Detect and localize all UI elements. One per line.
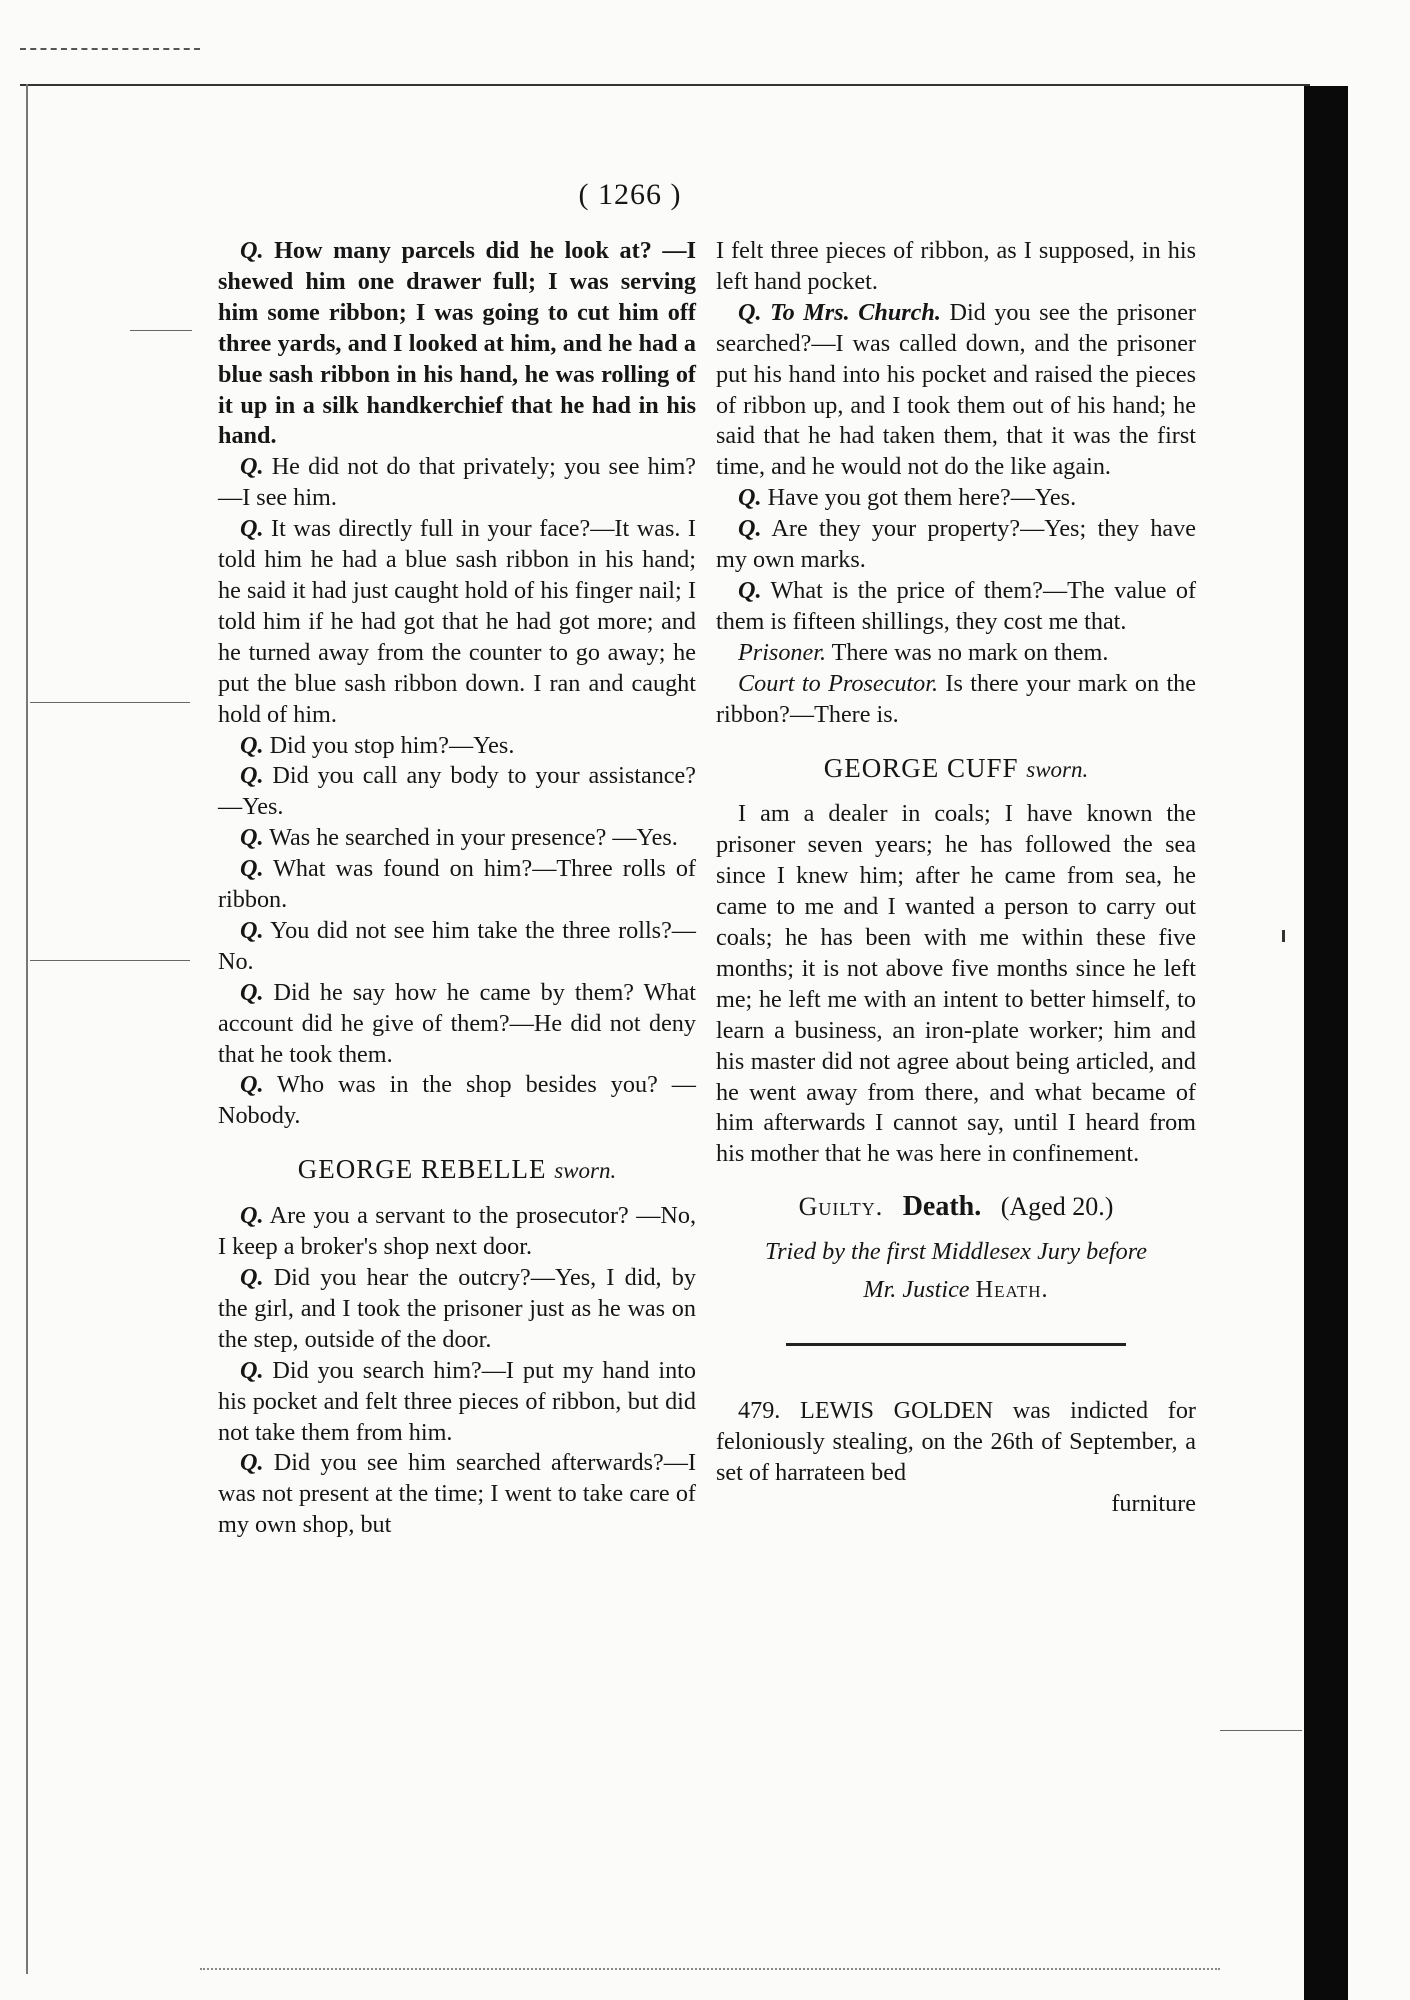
qa-paragraph: Q. How many parcels did he look at? —I shewed him one drawer full; I was serving him some ribbon; I was going to cut him off three yards, and I looked at him, and he had a blue sash ribbon in his hand, he was rolling of it up in a silk handkerchief that he had in his hand. xyxy=(218,237,696,450)
section-separator xyxy=(786,1343,1126,1346)
qa-paragraph: Q. Did you hear the outcry?—Yes, I did, by the girl, and I took the prisoner just as he was on the step, outside of the door. xyxy=(218,1264,696,1353)
left-column xyxy=(218,236,696,1541)
verdict-line: Guilty. Death. (Aged 20.) xyxy=(798,1191,1114,1223)
qa-paragraph: Q. He did not do that privately; you see him?—I see him. xyxy=(218,453,696,512)
statement-paragraph: Court to Prosecutor. Is there your mark on the ribbon?—There is. xyxy=(716,669,1196,728)
witness-heading: GEORGE REBELLE sworn. xyxy=(297,1154,617,1185)
qa-paragraph: Q. Was he searched in your presence? —Yes. xyxy=(240,824,678,852)
qa-paragraph: Q. Are they your property?—Yes; they have my own marks. xyxy=(716,515,1196,574)
scan-binding-edge xyxy=(1304,86,1348,2000)
qa-paragraph: Q. Did you see him searched afterwards?—I was not present at the time; I went to take care of my own shop, but xyxy=(218,1449,696,1539)
catchword: furniture xyxy=(1111,1489,1196,1517)
running-head xyxy=(0,178,1410,212)
qa-paragraph: Q. Did you call any body to your assistance?—Yes. xyxy=(218,762,696,821)
continuation-paragraph: I felt three pieces of ribbon, as I supposed, in his left hand pocket. xyxy=(716,237,1196,295)
scan-artifact-dash xyxy=(20,48,200,50)
right-column xyxy=(716,236,1196,1520)
scan-left-rule xyxy=(26,84,28,1974)
statement-paragraph: Prisoner. There was no mark on them. xyxy=(738,638,1109,666)
qa-paragraph: Q. To Mrs. Church. Did you see the prisoner searched?—I was called down, and the prisoner put his hand into his pocket and raised the pieces of ribbon up, and I took them out of his hand; he said that he had taken them, that it was the first time, and he would not do the like again. xyxy=(716,298,1196,481)
case-paragraph: 479. LEWIS GOLDEN was indicted for feloniously stealing, on the 26th of September, a set of harrateen bed xyxy=(716,1397,1196,1486)
margin-mark xyxy=(30,960,190,961)
scan-top-rule xyxy=(20,84,1310,86)
qa-paragraph: Q. Did he say how he came by them? What account did he give of them?—He did not deny that he took them. xyxy=(218,978,696,1068)
qa-paragraph: Q. Have you got them here?—Yes. xyxy=(738,484,1077,512)
qa-paragraph: Q. Did you search him?—I put my hand into his pocket and felt three pieces of ribbon, but did not take them from him. xyxy=(218,1356,696,1446)
margin-mark xyxy=(130,330,192,331)
qa-paragraph: Q. What was found on him?—Three rolls of ribbon. xyxy=(218,855,696,914)
margin-tick xyxy=(1282,930,1285,942)
qa-paragraph: Q. Who was in the shop besides you? —Nobody. xyxy=(218,1071,696,1130)
witness-heading: GEORGE CUFF sworn. xyxy=(823,752,1089,783)
qa-paragraph: Q. You did not see him take the three rolls?—No. xyxy=(218,916,696,975)
page-number: ( 1266 ) xyxy=(578,178,682,211)
margin-mark xyxy=(1220,1730,1302,1731)
qa-paragraph: Q. What is the price of them?—The value of them is fifteen shillings, they cost me that. xyxy=(716,576,1196,635)
tried-before: Tried by the first Middlesex Jury before Mr. Justice Heath. xyxy=(765,1238,1147,1304)
qa-paragraph: Q. It was directly full in your face?—It was. I told him he had a blue sash ribbon in his hand; he said it had just caught hold of his finger nail; I told him if he had got that he had got more; and he turned away from the counter to go away; he put the blue sash ribbon down. I ran and caught hold of him. xyxy=(218,515,696,728)
qa-paragraph: Q. Are you a servant to the prosecutor? —No, I keep a broker's shop next door. xyxy=(218,1202,696,1261)
scan-bottom-noise xyxy=(200,1968,1220,1970)
margin-mark xyxy=(30,702,190,703)
qa-paragraph: Q. Did you stop him?—Yes. xyxy=(240,731,515,759)
testimony-paragraph: I am a dealer in coals; I have known the prisoner seven years; he has followed the sea since I knew him; after he came from sea, he came to me and I wanted a person to carry out coals; he has been with me within these five months; it is not above five months since he left me; he left me with an intent to better himself, to learn a business, an iron-plate worker; him and his master did not agree about being articled, and he went away from there, and what became of him afterwards I cannot say, until I heard from his mother that he was here in confinement. xyxy=(716,800,1196,1168)
